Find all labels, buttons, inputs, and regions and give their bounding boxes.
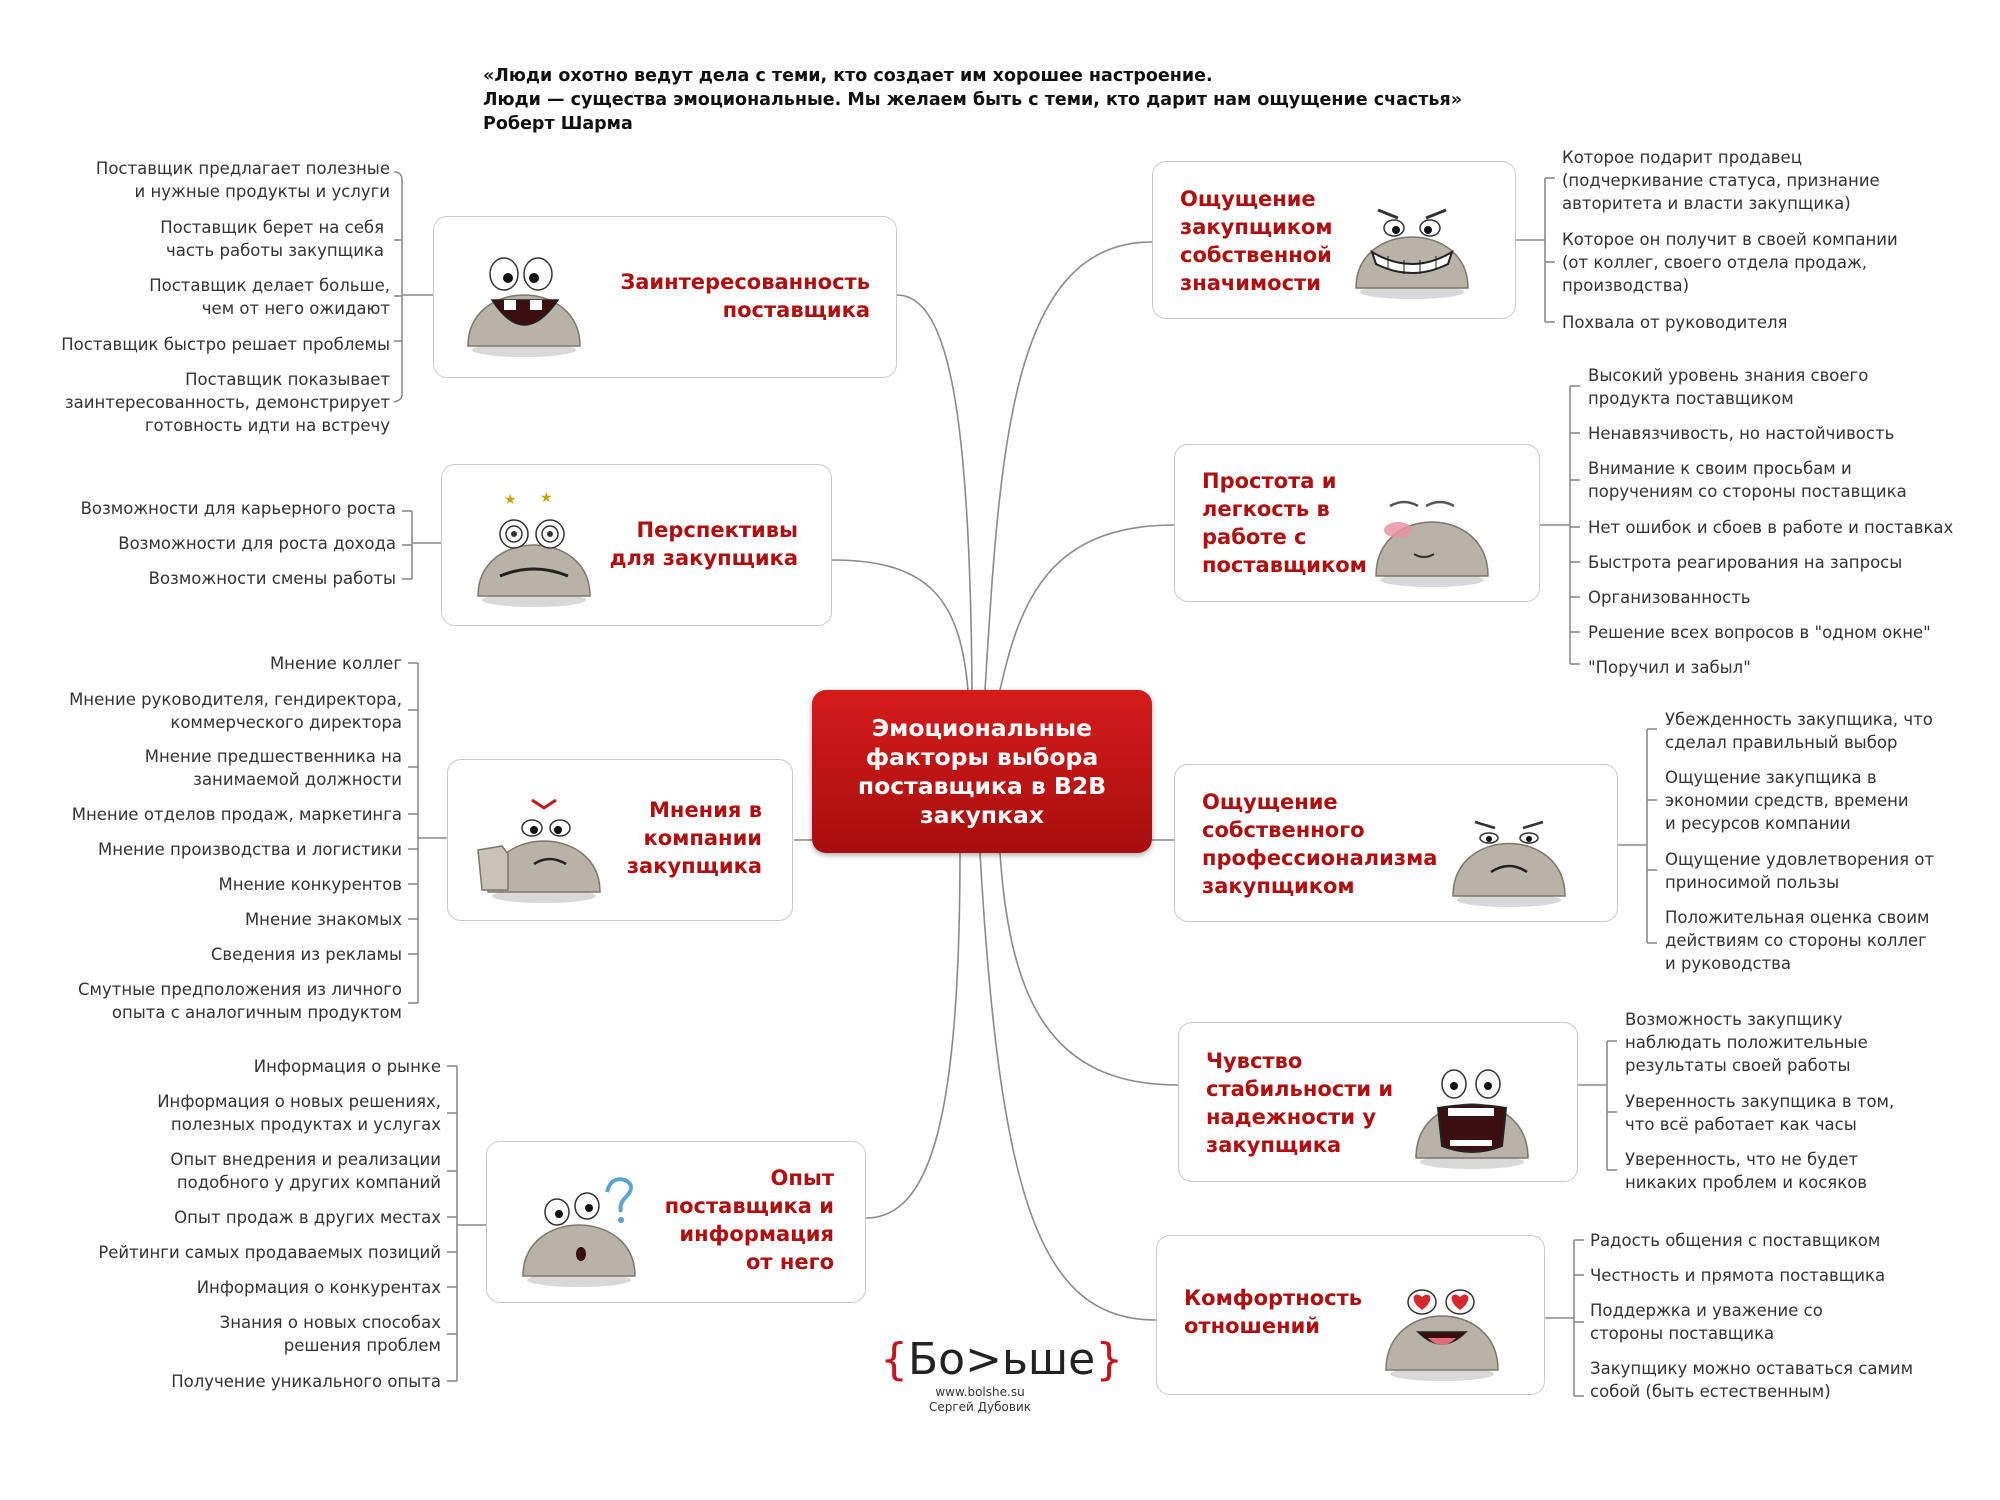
leaf-item: Ненавязчивость, но настойчивость xyxy=(1588,424,1895,443)
leaf-item: Рейтинги самых продаваемых позиций xyxy=(98,1243,441,1262)
leaf-item: Похвала от руководителя xyxy=(1562,313,1788,332)
leaf-item: Организованность xyxy=(1588,588,1751,607)
branch-label: Чувство стабильности и надежности у закупщика xyxy=(1206,1049,1394,1157)
grinning-face-icon xyxy=(1348,190,1478,300)
leaf-item: Ощущение удовлетворения от приносимой пользы xyxy=(1665,850,1935,892)
dizzy-face-icon xyxy=(470,490,598,608)
blushing-face-icon xyxy=(1368,478,1498,588)
quote-line-2: Люди — существа эмоциональные. Мы желаем быть с теми, кто дарит нам ощущение счастья» xyxy=(483,90,1463,110)
screaming-face-icon xyxy=(1408,1050,1538,1170)
logo-close-brace: } xyxy=(1095,1334,1124,1385)
leaf-item: Возможности для карьерного роста xyxy=(80,499,396,518)
leaf-item: Мнение производства и логистики xyxy=(97,840,402,859)
leaf-item: Мнение конкурентов xyxy=(218,875,402,894)
question-face-icon xyxy=(515,1168,645,1288)
leaf-item: Мнение руководителя, гендиректора, коммерческого директора xyxy=(69,690,402,732)
leaf-item: Возможности для роста дохода xyxy=(118,534,396,553)
leaf-item: Уверенность, что не будет никаких проблем и косяков xyxy=(1625,1150,1868,1192)
leaf-item: Мнение знакомых xyxy=(244,910,402,929)
leaf-item: Возможности смены работы xyxy=(148,569,396,588)
laughing-face-icon xyxy=(460,238,588,358)
leaf-item: Информация о новых решениях, полезных продуктах и услугах xyxy=(157,1092,441,1134)
central-topic-label: Эмоциональные факторы выбора поставщика в B2B закупках xyxy=(857,713,1107,829)
branch-label: Перспективы для закупщика xyxy=(609,518,798,570)
leaf-item: Опыт внедрения и реализации подобного у других компаний xyxy=(170,1150,441,1192)
frowning-face-icon xyxy=(1445,798,1575,908)
branch-label: Ощущение закупщиком собственной значимости xyxy=(1180,187,1333,295)
leaf-item: Уверенность закупщика в том, что всё работает как часы xyxy=(1625,1092,1895,1134)
leaf-item: Закупщику можно оставаться самим собой (быть естественным) xyxy=(1590,1359,1914,1401)
epigraph-quote xyxy=(483,64,1462,136)
leaf-item: Радость общения с поставщиком xyxy=(1590,1231,1881,1250)
branch-label: Заинтересованность поставщика xyxy=(620,270,870,322)
leaf-item: Которое подарит продавец (подчеркивание статуса, признание авторитета и власти закупщика) xyxy=(1562,148,1880,213)
leaf-item: Честность и прямота поставщика xyxy=(1590,1266,1886,1285)
leaf-item: Мнение коллег xyxy=(269,654,402,673)
leaf-item: Нет ошибок и сбоев в работе и поставках xyxy=(1588,518,1954,537)
branch-label: Комфортность отношений xyxy=(1184,1286,1363,1338)
leaf-item: Внимание к своим просьбам и поручениям со стороны поставщика xyxy=(1588,459,1907,501)
leaf-item: Информация о рынке xyxy=(253,1057,441,1076)
leaf-item: Знания о новых способах решения проблем xyxy=(219,1313,441,1355)
leaf-item: Которое он получит в своей компании (от коллег, своего отдела продаж, производства) xyxy=(1562,230,1898,295)
leaf-item: Ощущение закупщика в экономии средств, времени и ресурсов компании xyxy=(1665,768,1909,833)
thumbs-down-face-icon xyxy=(474,784,604,904)
leaf-item: Высокий уровень знания своего продукта поставщиком xyxy=(1588,366,1869,408)
leaf-item: Поставщик делает больше, чем от него ожидают xyxy=(149,276,390,318)
logo-mark xyxy=(880,1334,1124,1385)
branch-label: Ощущение собственного профессионализма закупщиком xyxy=(1202,790,1438,898)
leaf-item: Возможность закупщику наблюдать положительные результаты своей работы xyxy=(1625,1010,1868,1075)
logo-author: Сергей Дубовик xyxy=(928,1400,1032,1414)
logo-word: Бо>ьше xyxy=(908,1334,1096,1385)
bolshe-logo xyxy=(880,1334,1124,1415)
leaf-item: Положительная оценка своим действиям со стороны коллег и руководства xyxy=(1665,908,1930,973)
central-topic[interactable] xyxy=(812,690,1152,853)
branch-label: Простота и легкость в работе с поставщиком xyxy=(1202,469,1367,577)
leaf-item: Поставщик показывает заинтересованность, демонстрирует готовность идти на встречу xyxy=(64,370,390,435)
leaf-item: Опыт продаж в других местах xyxy=(174,1208,441,1227)
leaf-item: Быстрота реагирования на запросы xyxy=(1588,553,1903,572)
leaf-item: Сведения из рекламы xyxy=(210,945,402,964)
leaf-item: Получение уникального опыта xyxy=(171,1372,441,1391)
leaf-item: Поддержка и уважение со стороны поставщика xyxy=(1590,1301,1823,1343)
svg-text:★: ★ xyxy=(540,490,553,506)
quote-author: Роберт Шарма xyxy=(483,114,633,134)
branch-label: Опыт поставщика и информация от него xyxy=(664,1166,834,1274)
quote-line-1: «Люди охотно ведут дела с теми, кто создает им хорошее настроение. xyxy=(483,66,1213,86)
leaf-item: Мнение предшественника на занимаемой должности xyxy=(144,747,402,789)
heart-eyes-face-icon xyxy=(1378,1262,1508,1382)
branch-label: Мнения в компании закупщика xyxy=(626,798,762,878)
leaf-item: Решение всех вопросов в "одном окне" xyxy=(1588,623,1931,642)
logo-url[interactable]: www.bolshe.su xyxy=(935,1385,1025,1399)
leaf-item: "Поручил и забыл" xyxy=(1588,658,1751,677)
leaf-item: Убежденность закупщика, что сделал правильный выбор xyxy=(1665,710,1933,752)
leaf-item: Информация о конкурентах xyxy=(196,1278,441,1297)
leaf-item: Поставщик берет на себя часть работы закупщика xyxy=(160,218,384,260)
leaf-item: Смутные предположения из личного опыта с аналогичным продуктом xyxy=(77,980,402,1022)
logo-open-brace: { xyxy=(880,1334,908,1385)
leaf-item: Мнение отделов продаж, маркетинга xyxy=(71,805,402,824)
leaf-item: Поставщик предлагает полезные и нужные продукты и услуги xyxy=(95,159,390,201)
leaf-item: Поставщик быстро решает проблемы xyxy=(61,335,390,354)
svg-text:★: ★ xyxy=(504,492,517,508)
